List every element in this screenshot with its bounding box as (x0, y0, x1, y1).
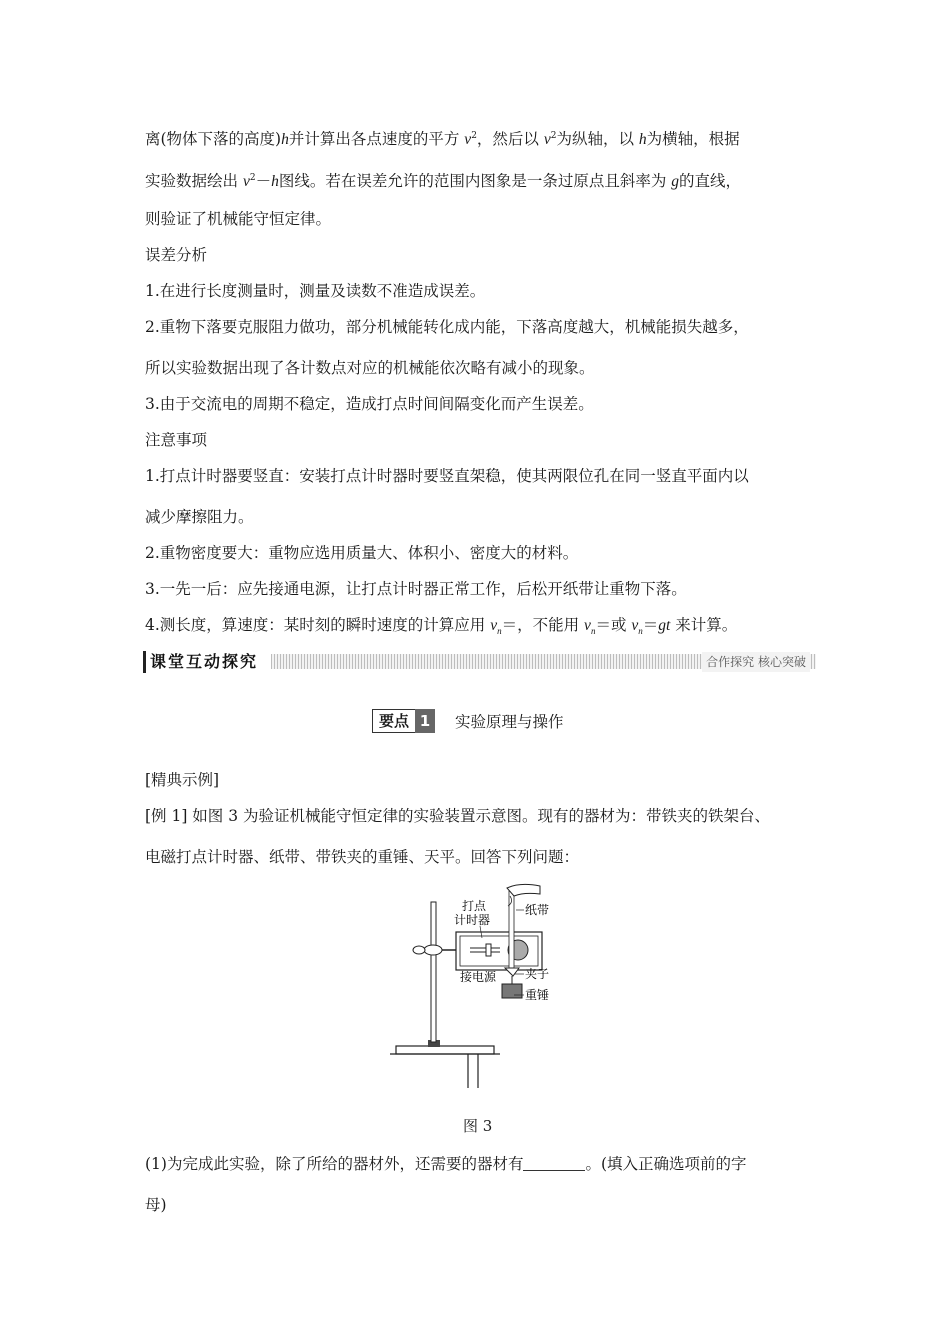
label-power: 接电源 (460, 970, 497, 984)
figure-caption: 图 3 (463, 1117, 493, 1135)
apparatus-figure (390, 880, 600, 1092)
superscript: 2 (471, 131, 477, 141)
question1-line1 (145, 1153, 747, 1175)
notes-item-2: 2.重物密度要大：重物应选用质量大、体积小、密度大的材料。 (145, 544, 579, 562)
example-line1: [例 1] 如图 3 为验证机械能守恒定律的实验装置示意图。现有的器材为：带铁夹的铁架台、 (145, 807, 771, 825)
clamp-screw (413, 946, 425, 954)
text: － (255, 172, 272, 191)
timer-vibrator (486, 944, 491, 956)
label-weight: 重锤 (525, 988, 550, 1002)
text: (1)为完成此实验，除了所给的器材外，还需要的器材有 (145, 1155, 524, 1173)
keypoint-header (372, 709, 564, 733)
var-v: v (543, 131, 551, 149)
hand (507, 884, 540, 896)
keypoint-title: 实验原理与操作 (455, 713, 564, 731)
text: 图线。若在误差允许的范围内图象是一条过原点且斜率为 (278, 172, 672, 191)
answer-blank[interactable] (523, 1156, 585, 1171)
error-analysis-heading: 误差分析 (145, 246, 208, 264)
example-tag: [精典示例] (145, 771, 220, 789)
notes-item-3: 3.一先一后：应先接通电源，让打点计时器正常工作，后松开纸带让重物下落。 (145, 580, 687, 598)
var-v: v (631, 617, 639, 634)
example-line2: 电磁打点计时器、纸带、带铁夹的重锤、天平。回答下列问题： (145, 848, 580, 866)
error-item-2-line2: 所以实验数据出现了各计数点对应的机械能依次略有减小的现象。 (145, 359, 595, 377)
var-h: h (638, 131, 647, 149)
text: 实验数据绘出 (145, 172, 243, 191)
notes-item-4 (145, 614, 737, 642)
text: 或 (610, 616, 632, 634)
text: 4.测长度，算速度：某时刻的瞬时速度的计算应用 (145, 616, 491, 634)
text: 为横轴，根据 (646, 130, 740, 149)
var-h: h (281, 131, 289, 149)
label-tape: 纸带 (525, 903, 550, 917)
notes-item-1-line1: 1.打点计时器要竖直：安装打点计时器时要竖直架稳，使其两限位孔在同一竖直平面内以 (145, 467, 749, 485)
text: 为纵轴，以 (556, 130, 639, 149)
text: ，然后以 (476, 130, 544, 149)
keypoint-number: 1 (415, 709, 435, 733)
error-item-1: 1.在进行长度测量时，测量及读数不准造成误差。 (145, 282, 486, 300)
text: ＝，不能用 (501, 616, 585, 634)
apparatus-diagram (390, 880, 600, 1092)
section-bar (143, 651, 816, 673)
boss-head (424, 945, 442, 955)
para1-line2 (145, 167, 741, 193)
label-clip: 夹子 (525, 967, 550, 981)
label-timer-1: 打点 (462, 899, 487, 913)
var-g: g (671, 173, 680, 191)
text: 来计算。 (670, 616, 738, 634)
superscript: 2 (249, 173, 256, 183)
para1-line3: 则验证了机械能守恒定律。 (145, 210, 332, 228)
var-h: h (271, 173, 279, 191)
clip (505, 968, 519, 976)
var-v: v (584, 617, 591, 634)
var-gt: gt (658, 617, 671, 634)
text: 。(填入正确选项前的字 (585, 1155, 747, 1173)
para1-line1 (145, 125, 740, 151)
error-item-2-line1: 2.重物下落要克服阻力做功，部分机械能转化成内能，下落高度越大，机械能损失越多， (145, 318, 749, 336)
section-title: 课堂互动探究 (143, 651, 264, 673)
keypoint-label: 要点 (372, 709, 415, 733)
var-v: v (242, 173, 250, 191)
text: 并计算出各点速度的平方 (288, 130, 465, 149)
subscript: n (497, 626, 502, 637)
subscript: n (590, 626, 596, 637)
weight (502, 984, 522, 998)
label-timer-2: 计时器 (454, 913, 491, 927)
subscript: n (638, 626, 643, 637)
var-v: v (490, 617, 498, 634)
notes-item-1-line2: 减少摩擦阻力。 (145, 508, 254, 526)
table-top (396, 1046, 494, 1054)
superscript: 2 (550, 131, 557, 141)
notes-heading: 注意事项 (145, 431, 208, 449)
text: ＝ (595, 616, 611, 634)
error-item-3: 3.由于交流电的周期不稳定，造成打点时间间隔变化而产生误差。 (145, 395, 594, 413)
var-v: v (464, 131, 472, 149)
text: 离(物体下落的高度) (145, 130, 282, 149)
text: ＝ (642, 616, 659, 634)
text: 的直线， (679, 172, 742, 191)
section-subtitle: 合作探究 核心突破 (702, 652, 810, 672)
question1-line2: 母) (145, 1196, 167, 1214)
stand-rod (431, 902, 436, 1042)
